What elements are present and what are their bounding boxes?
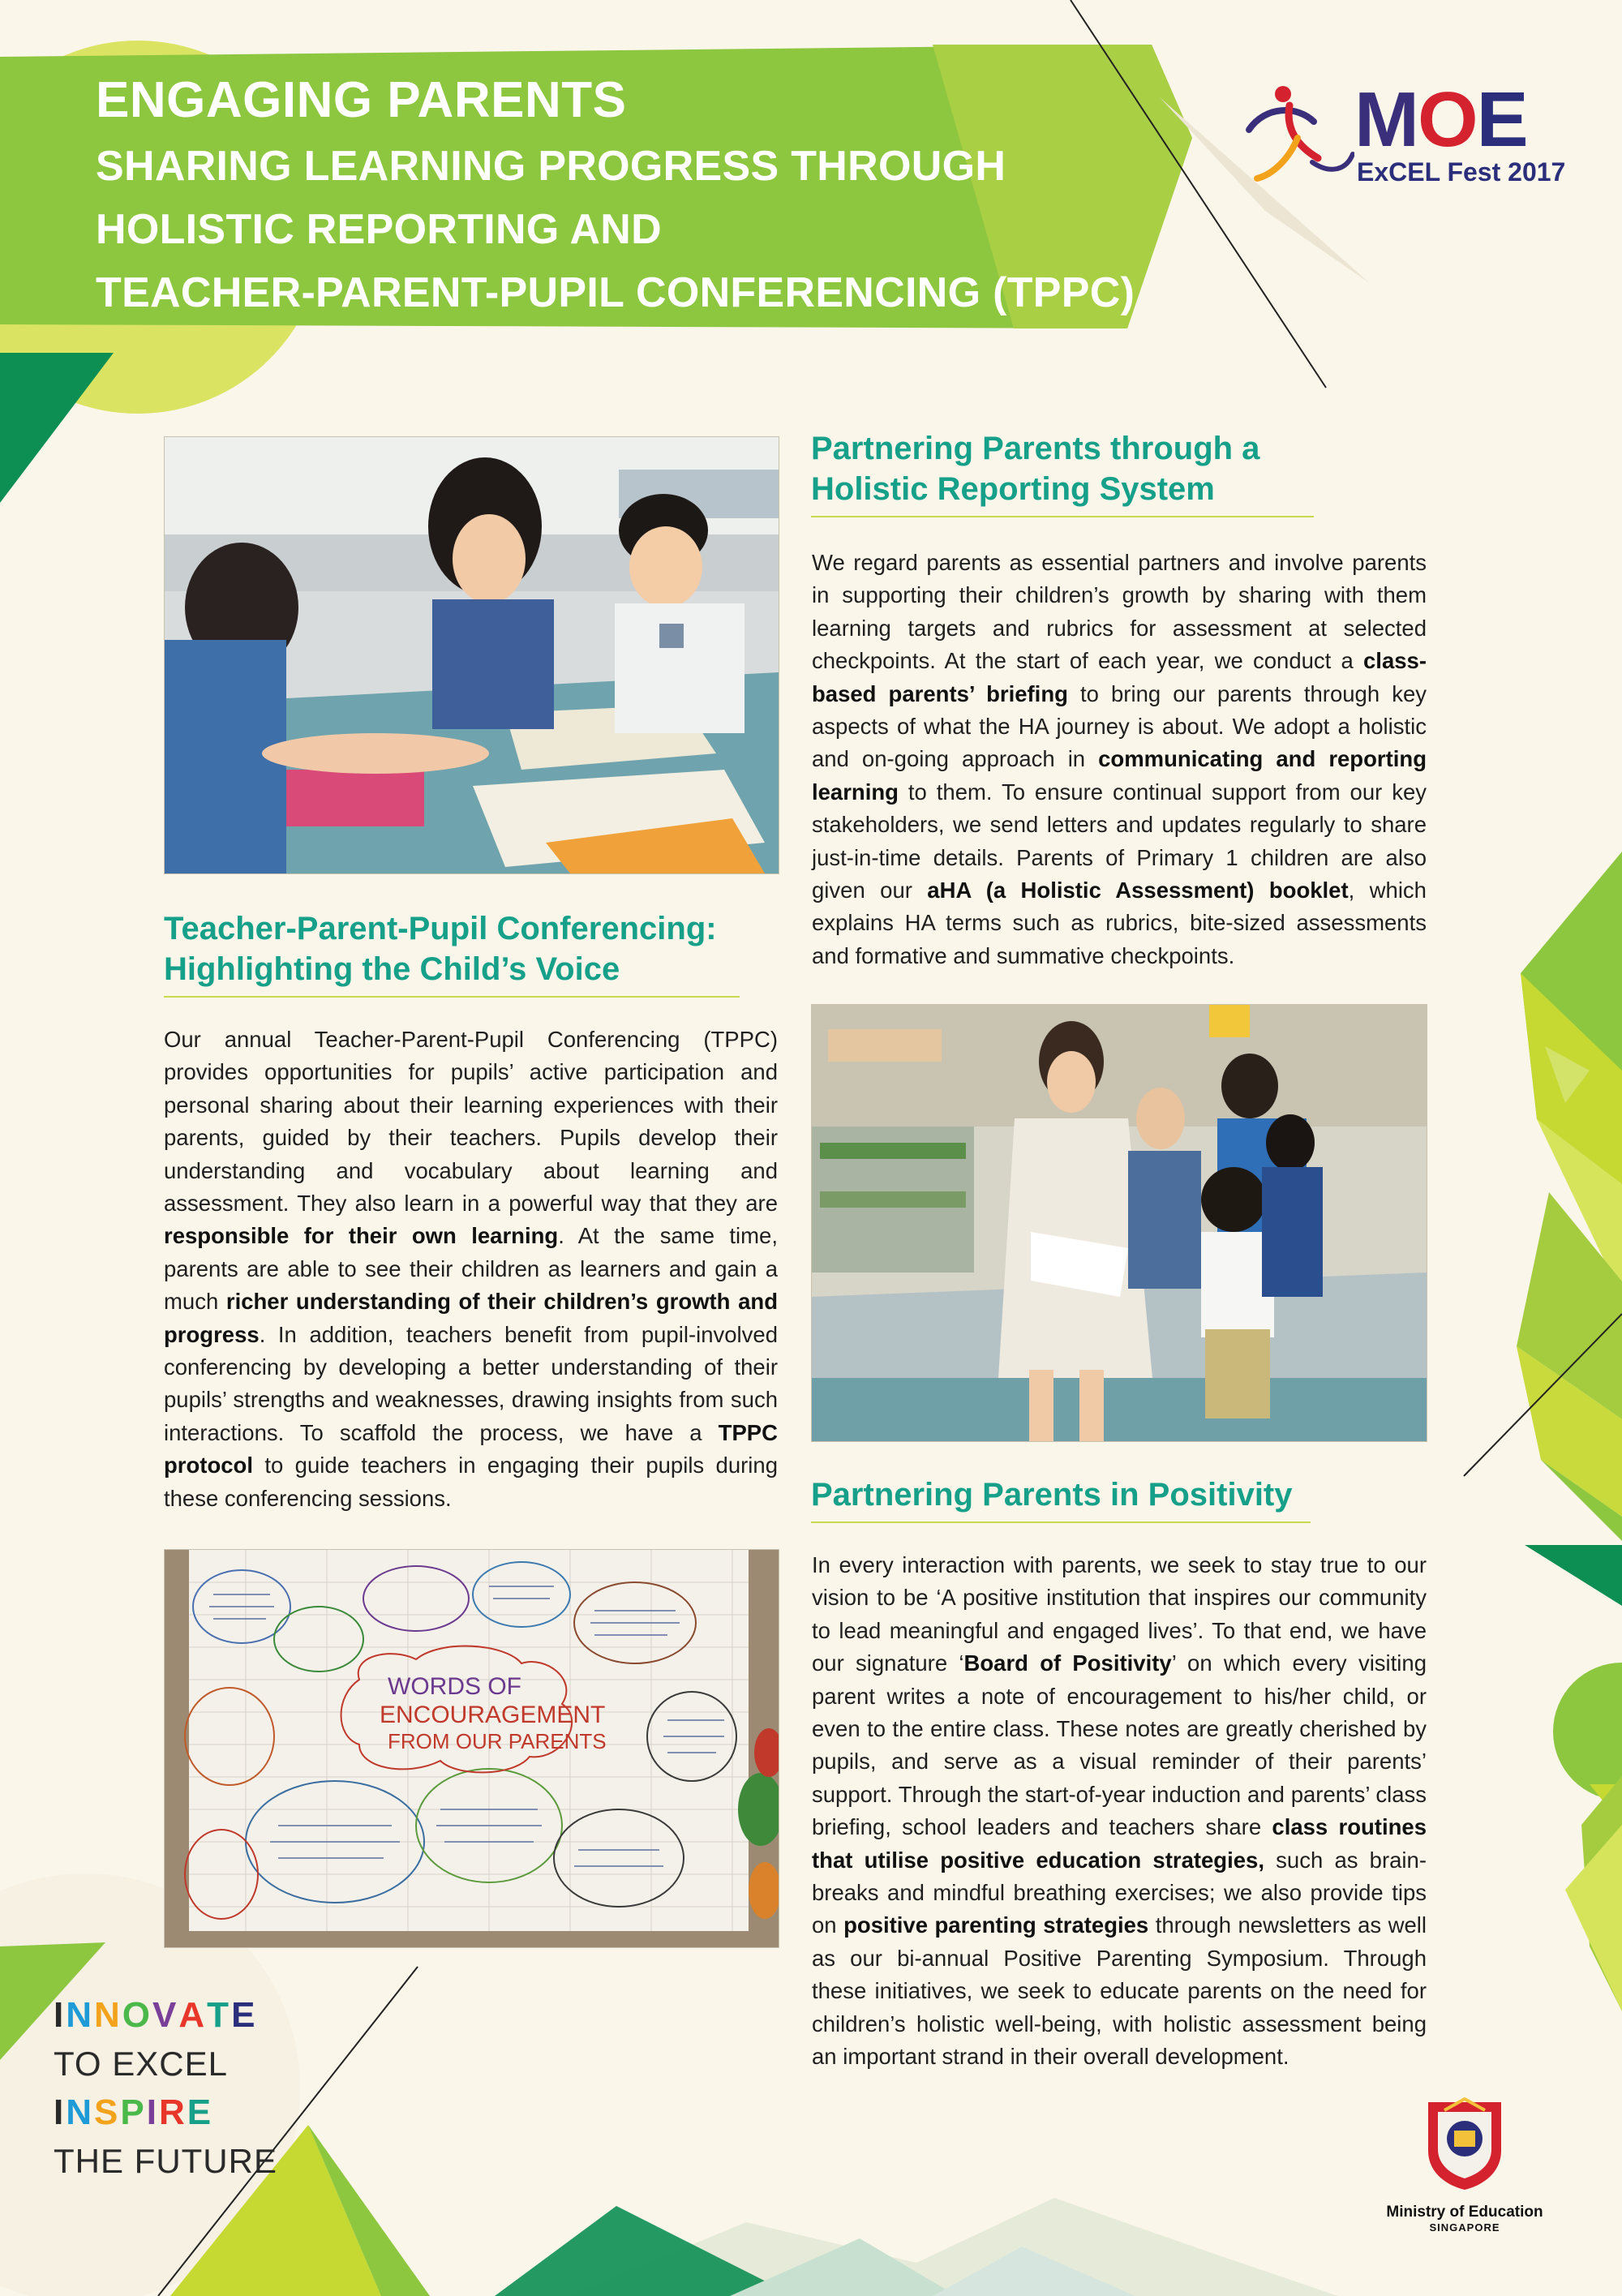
slogan-letter: S [94, 2092, 121, 2132]
body-text-run: Our annual Teacher-Parent-Pupil Conferencing (TPPC) provides opportunities for pupils’ active participation and personal sharing about their learning experiences with their parents, guided by their teachers. Pupils develop their understanding and vocabulary about learning and assessment. They also learn in a powerful way that they are [164, 1027, 778, 1217]
ministry-country: SINGAPORE [1429, 2221, 1500, 2234]
body-text-run: . At the same time, parents are able to see their children as learners and gain a much [164, 1223, 778, 1315]
emphasis-text: aHA (a Holistic Assessment) booklet [927, 878, 1349, 903]
subtitle-line: SHARING LEARNING PROGRESS THROUGH [96, 143, 1006, 190]
slogan-letter: I [146, 2092, 159, 2132]
body-text-run: to guide teachers in engaging their pupils during these conferencing sessions. [164, 1453, 778, 1511]
logo-subtitle: ExCEL Fest 2017 [1357, 157, 1566, 187]
board-title-line: ENCOURAGEMENT [380, 1702, 606, 1728]
header [96, 67, 1150, 324]
runner-mark-icon [1241, 81, 1354, 195]
emphasis-text: TPPC protocol [164, 1419, 778, 1478]
moe-excel-fest-logo [1241, 76, 1566, 195]
section-heading-positivity: Partnering Parents in Positivity [811, 1474, 1311, 1523]
slogan-letter: V [152, 1995, 179, 2035]
words-of-encouragement-board-photo [164, 1549, 779, 1948]
slogan-letter: R [158, 2092, 187, 2132]
body-text-run: such as brain-breaks and mindful breathing exercises; we also provide tips on [812, 1847, 1427, 1938]
slogan-inspire [54, 2088, 313, 2137]
emphasis-text: class-based parents’ briefing [812, 648, 1427, 706]
conferencing-photo [164, 436, 779, 874]
subtitle-line: TEACHER-PARENT-PUPIL CONFERENCING (TPPC) [96, 269, 1135, 316]
section-heading-reporting: Partnering Parents through a Holistic Reporting System [811, 428, 1314, 517]
slogan-letter: I [54, 2092, 67, 2132]
board-title-line: WORDS OF [388, 1673, 521, 1700]
innovate-inspire-slogan [54, 1991, 313, 2186]
parents-classroom-photo [811, 1004, 1427, 1442]
ministry-name: Ministry of Education [1386, 2204, 1543, 2221]
body-text-run: , which explains HA terms such as rubrics, bite-sized assessments and formative and summative checkpoints. [812, 878, 1427, 968]
ministry-crest [1384, 2094, 1546, 2234]
slogan-letter: A [178, 1995, 208, 2035]
body-text-run: ’ on which every visiting parent writes a note of encouragement to his/her child, or even to the entire class. These notes are greatly cherished by pupils, and serve as a visual reminder of their parents’ support. Through the start-of-year induction and parents’ class briefing, school leaders and teachers share [812, 1650, 1427, 1840]
emphasis-text: positive parenting strategies [843, 1912, 1149, 1938]
slogan-letter: N [66, 1995, 95, 2035]
slogan-letter: O [122, 1995, 153, 2035]
emphasis-text: richer understanding of their children’s growth and progress [164, 1289, 778, 1347]
body-text-run: to bring our parents through key aspects of what the HA journey is about. We adopt a holistic and on-going approach in [812, 680, 1427, 772]
body-text-run: through newsletters as well as our bi-annual Positive Parenting Symposium. Through these initiatives, we seek to educate parents on the need for children’s holistic well-being, with holistic assessment being an important strand in their overall development. [812, 1912, 1427, 2070]
emphasis-text: Board of Positivity [963, 1650, 1172, 1676]
slogan-letter: N [94, 1995, 122, 2035]
slogan-the-future: THE FUTURE [54, 2142, 277, 2180]
body-text-run: . In addition, teachers benefit from pupil-involved conferencing by developing a better understanding of their pupils’ strengths and weaknesses, drawing insights from such interactions. To scaffold the process, we have a [164, 1321, 778, 1445]
body-text-run: to them. To ensure continual support from our key stakeholders, we send letters and updates regularly to share just-in-time details. Parents of Primary 1 children are also given our [812, 779, 1427, 903]
body-text-run: In every interaction with parents, we seek to stay true to our vision to be ‘A positive institution that inspires our community to lead meaningful and engaged lives’. To that end, we have our signature ‘ [812, 1552, 1427, 1676]
subtitle-line: HOLISTIC REPORTING AND [96, 206, 663, 253]
slogan-letter: E [231, 1995, 258, 2035]
conferencing-paragraph [164, 1024, 778, 1515]
slogan-innovate [54, 1991, 313, 2040]
moe-wordmark: MOE [1354, 76, 1527, 163]
singapore-crest-icon [1420, 2094, 1509, 2191]
emphasis-text: class routines that utilise positive education strategies, [812, 1814, 1427, 1873]
positivity-paragraph [812, 1549, 1427, 2074]
section-heading-conferencing: Teacher-Parent-Pupil Conferencing: Highlighting the Child’s Voice [164, 908, 740, 998]
emphasis-text: responsible for their own learning [164, 1223, 559, 1249]
slogan-letter: E [187, 2092, 214, 2132]
emphasis-text: communicating and reporting learning [812, 746, 1427, 805]
page-title: ENGAGING PARENTS [96, 72, 627, 128]
reporting-paragraph [812, 547, 1427, 972]
slogan-to-excel: TO EXCEL [54, 2045, 228, 2083]
slogan-letter: N [66, 2092, 95, 2132]
body-text-run: We regard parents as essential partners and involve parents in supporting their children’s growth by sharing with them learning targets and rubrics for assessment at selected checkpoints. At the start of each year, we conduct a [812, 550, 1427, 674]
slogan-letter: P [120, 2092, 147, 2132]
slogan-letter: T [207, 1995, 232, 2035]
slogan-letter: I [54, 1995, 67, 2035]
board-title-line: FROM OUR PARENTS [388, 1729, 607, 1753]
